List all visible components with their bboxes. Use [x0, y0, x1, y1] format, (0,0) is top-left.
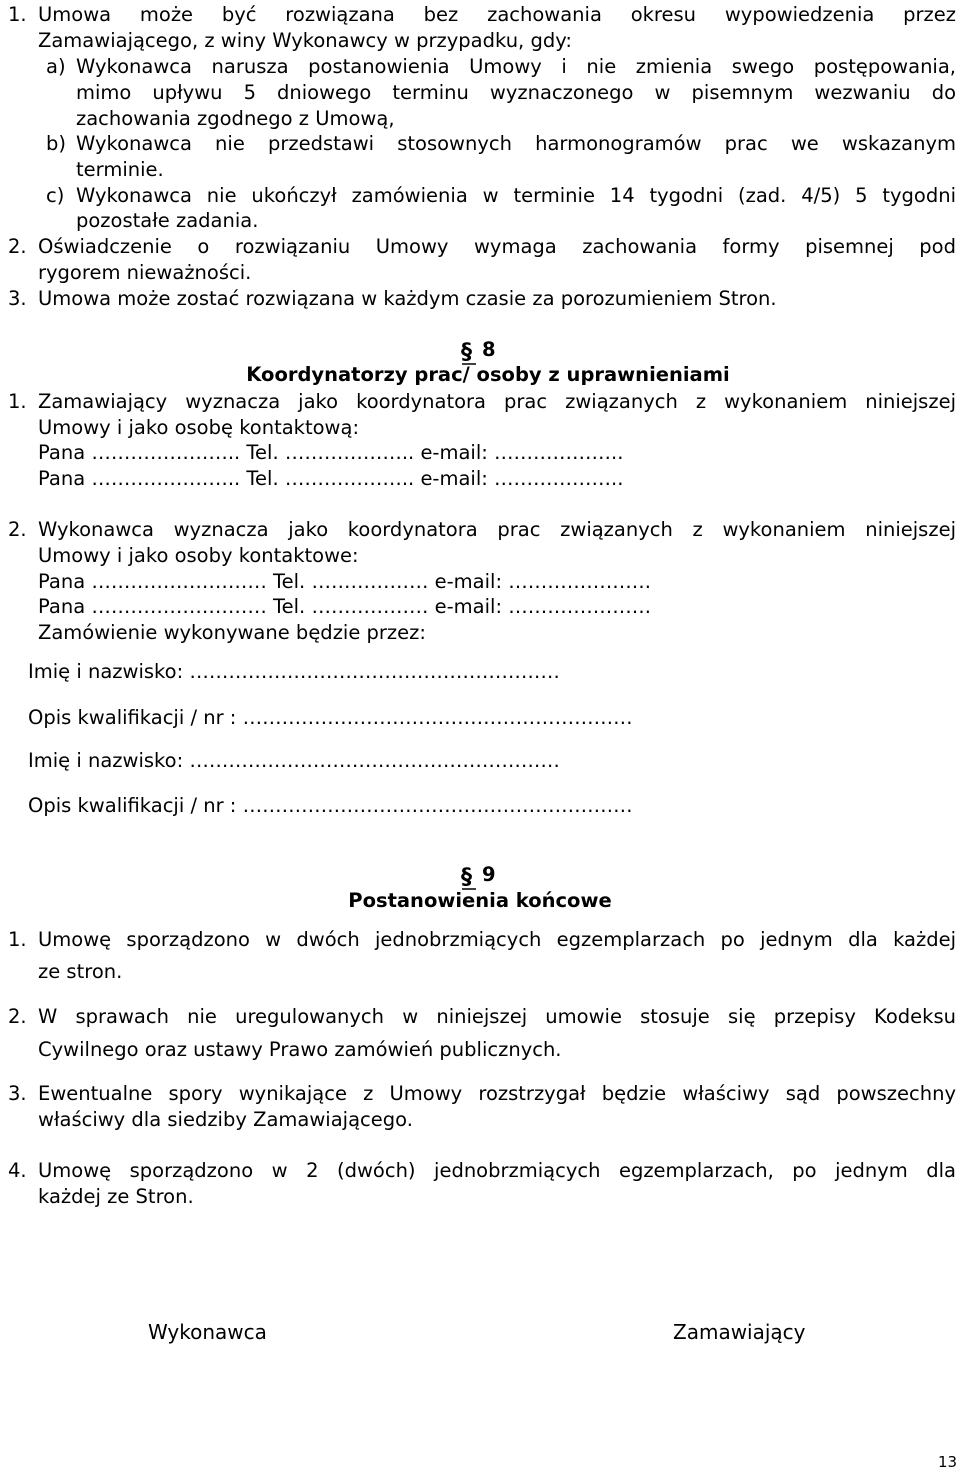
text-line: zachowania zgodnego z Umową, — [76, 107, 395, 130]
item-label: c) — [46, 184, 65, 207]
text-line: Umowy i jako osobę kontaktową: — [38, 416, 360, 439]
text-line: Zamawiającego, z winy Wykonawcy w przypadku, gdy: — [38, 29, 572, 52]
text-line: mimo upływu 5 dniowego terminu wyznaczonego w pisemnym wezwaniu do — [76, 81, 956, 104]
text-line: Oświadczenie o rozwiązaniu Umowy wymaga zachowania formy pisemnej pod — [38, 235, 956, 258]
paragraph-number: 3. — [8, 287, 27, 310]
paragraph-number: 2. — [8, 1005, 27, 1028]
section-sign-icon — [461, 862, 477, 890]
paragraph-number: 4. — [8, 1159, 27, 1182]
text-line: Umowy i jako osoby kontaktowe: — [38, 544, 359, 567]
signature-label-contractor: Wykonawca — [148, 1320, 267, 1344]
text-line: Umowa może być rozwiązana bez zachowania okresu wypowiedzenia przez — [38, 3, 956, 26]
text-line: Wykonawca narusza postanowienia Umowy i nie zmienia swego postępowania, — [76, 55, 956, 78]
text-line: pozostałe zadania. — [76, 209, 259, 232]
paragraph-number: 1. — [8, 3, 27, 26]
text-line: Umowę sporządzono w dwóch jednobrzmiących egzemplarzach po jednym dla każdej — [38, 928, 956, 951]
text-line: Ewentualne spory wynikające z Umowy rozstrzygał będzie właściwy sąd powszechny — [38, 1082, 956, 1105]
text-line: Wykonawca nie ukończył zamówienia w terminie 14 tygodni (zad. 4/5) 5 tygodni — [76, 184, 956, 207]
paragraph-number: 2. — [8, 518, 27, 541]
qualification-field: Opis kwalifikacji / nr : …………………………………………………… — [28, 706, 633, 729]
paragraph-number: 1. — [8, 928, 27, 951]
name-field: Imię i nazwisko: ………………………………………………… — [28, 749, 560, 772]
text-line: właściwy dla siedziby Zamawiającego. — [38, 1108, 413, 1131]
contact-line: Pana ……………………… Tel. ……………… e-mail: …………………. — [38, 595, 651, 618]
paragraph-number: 2. — [8, 235, 27, 258]
page-number: 13 — [938, 1453, 958, 1471]
section-number: 9 — [482, 863, 496, 886]
name-field: Imię i nazwisko: ………………………………………………… — [28, 660, 560, 683]
text-line: rygorem nieważności. — [38, 261, 252, 284]
section-number: 8 — [482, 338, 496, 361]
svg-text:§: § — [461, 340, 472, 365]
text-line: Wykonawca wyznacza jako koordynatora prac związanych z wykonaniem niniejszej — [38, 518, 956, 541]
item-label: b) — [46, 132, 66, 155]
section-title: Postanowienia końcowe — [348, 889, 612, 912]
text-line: Cywilnego oraz ustawy Prawo zamówień publicznych. — [38, 1038, 562, 1061]
text-line: terminie. — [76, 158, 164, 181]
text-line: Wykonawca nie przedstawi stosownych harmonogramów prac we wskazanym — [76, 132, 956, 155]
signature-label-client: Zamawiający — [673, 1320, 806, 1344]
text-line: W sprawach nie uregulowanych w niniejszej umowie stosuje się przepisy Kodeksu — [38, 1005, 956, 1028]
text-line: Umowę sporządzono w 2 (dwóch) jednobrzmiących egzemplarzach, po jednym dla — [38, 1159, 956, 1182]
contact-line: Pana ……………………… Tel. ……………… e-mail: …………………. — [38, 570, 651, 593]
svg-text:§: § — [461, 865, 472, 890]
text-line: ze stron. — [38, 960, 123, 983]
section-title: Koordynatorzy prac/ osoby z uprawnieniami — [246, 363, 730, 386]
section-sign-icon — [461, 337, 477, 365]
paragraph-number: 3. — [8, 1082, 27, 1105]
text-line: każdej ze Stron. — [38, 1185, 194, 1208]
contact-line: Pana ………………….. Tel. ……………….. e-mail: ……………….. — [38, 467, 624, 490]
text-line: Zamawiający wyznacza jako koordynatora prac związanych z wykonaniem niniejszej — [38, 390, 956, 413]
item-label: a) — [46, 55, 66, 78]
text-line: Umowa może zostać rozwiązana w każdym czasie za porozumieniem Stron. — [38, 287, 777, 310]
paragraph-number: 1. — [8, 390, 27, 413]
contact-line: Pana ………………….. Tel. ……………….. e-mail: ……………….. — [38, 441, 624, 464]
qualification-field: Opis kwalifikacji / nr : …………………………………………………… — [28, 794, 633, 817]
text-line: Zamówienie wykonywane będzie przez: — [38, 621, 426, 644]
